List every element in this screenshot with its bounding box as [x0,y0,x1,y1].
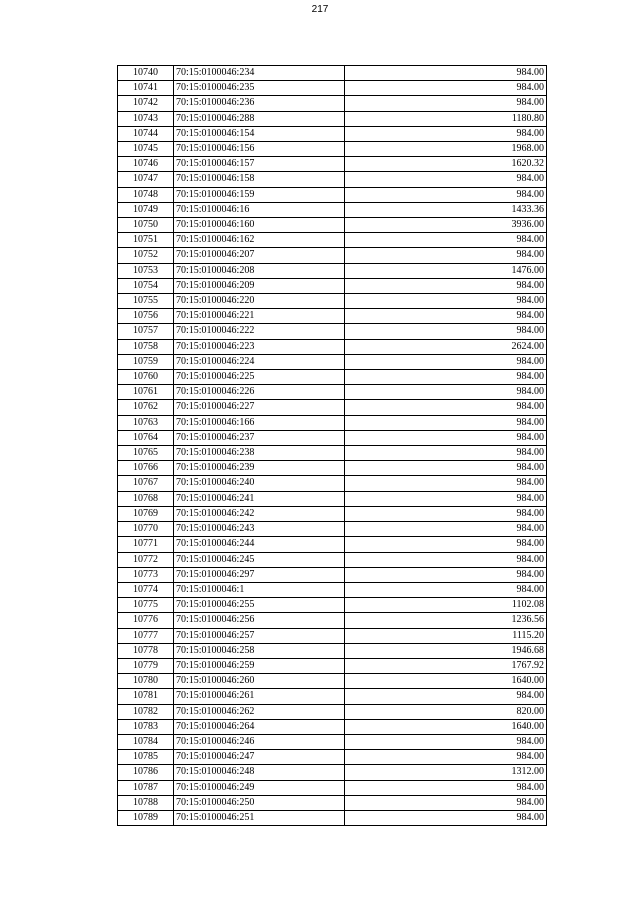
value-cell: 984.00 [345,294,547,309]
cadastral-number-cell: 70:15:0100046:234 [174,66,345,81]
row-number-cell: 10741 [118,81,174,96]
cadastral-number-cell: 70:15:0100046:241 [174,491,345,506]
table-row [118,339,547,354]
row-number-cell: 10778 [118,643,174,658]
row-number-cell: 10759 [118,354,174,369]
page-number: 217 [311,4,329,15]
cadastral-number-cell: 70:15:0100046:288 [174,111,345,126]
table-row [118,294,547,309]
row-number-cell: 10779 [118,658,174,673]
cadastral-number-cell: 70:15:0100046:159 [174,187,345,202]
cadastral-number-cell: 70:15:0100046:16 [174,202,345,217]
table-row [118,446,547,461]
value-cell: 984.00 [345,491,547,506]
value-cell: 984.00 [345,66,547,81]
table-row [118,765,547,780]
table-row [118,613,547,628]
row-number-cell: 10787 [118,780,174,795]
cadastral-number-cell: 70:15:0100046:235 [174,81,345,96]
row-number-cell: 10755 [118,294,174,309]
row-number-cell: 10768 [118,491,174,506]
value-cell: 984.00 [345,810,547,825]
row-number-cell: 10763 [118,415,174,430]
row-number-cell: 10749 [118,202,174,217]
cadastral-number-cell: 70:15:0100046:207 [174,248,345,263]
table-row [118,598,547,613]
table-row [118,674,547,689]
row-number-cell: 10748 [118,187,174,202]
cadastral-number-cell: 70:15:0100046:226 [174,385,345,400]
row-number-cell: 10769 [118,506,174,521]
table-row [118,400,547,415]
cadastral-number-cell: 70:15:0100046:158 [174,172,345,187]
row-number-cell: 10760 [118,370,174,385]
value-cell: 984.00 [345,81,547,96]
table-row [118,750,547,765]
row-number-cell: 10746 [118,157,174,172]
row-number-cell: 10754 [118,278,174,293]
value-cell: 1312.00 [345,765,547,780]
table-row [118,689,547,704]
value-cell: 2624.00 [345,339,547,354]
cadastral-number-cell: 70:15:0100046:264 [174,719,345,734]
cadastral-table [117,65,547,826]
table-row [118,506,547,521]
table-row [118,126,547,141]
table-row [118,658,547,673]
cadastral-number-cell: 70:15:0100046:248 [174,765,345,780]
cadastral-number-cell: 70:15:0100046:262 [174,704,345,719]
value-cell: 984.00 [345,400,547,415]
value-cell: 984.00 [345,780,547,795]
value-cell: 984.00 [345,582,547,597]
cadastral-number-cell: 70:15:0100046:255 [174,598,345,613]
row-number-cell: 10744 [118,126,174,141]
cadastral-number-cell: 70:15:0100046:246 [174,734,345,749]
table-row [118,430,547,445]
row-number-cell: 10764 [118,430,174,445]
cadastral-number-cell: 70:15:0100046:260 [174,674,345,689]
row-number-cell: 10747 [118,172,174,187]
cadastral-number-cell: 70:15:0100046:237 [174,430,345,445]
value-cell: 1115.20 [345,628,547,643]
value-cell: 1968.00 [345,142,547,157]
value-cell: 984.00 [345,415,547,430]
table-row [118,370,547,385]
table-row [118,461,547,476]
row-number-cell: 10762 [118,400,174,415]
cadastral-number-cell: 70:15:0100046:157 [174,157,345,172]
value-cell: 1476.00 [345,263,547,278]
table-body [118,66,547,826]
cadastral-number-cell: 70:15:0100046:249 [174,780,345,795]
row-number-cell: 10784 [118,734,174,749]
cadastral-number-cell: 70:15:0100046:245 [174,552,345,567]
row-number-cell: 10758 [118,339,174,354]
row-number-cell: 10752 [118,248,174,263]
value-cell: 1102.08 [345,598,547,613]
table-row [118,66,547,81]
table-row [118,810,547,825]
value-cell: 1236.56 [345,613,547,628]
value-cell: 984.00 [345,567,547,582]
value-cell: 1433.36 [345,202,547,217]
cadastral-number-cell: 70:15:0100046:154 [174,126,345,141]
row-number-cell: 10788 [118,795,174,810]
cadastral-number-cell: 70:15:0100046:257 [174,628,345,643]
row-number-cell: 10743 [118,111,174,126]
row-number-cell: 10742 [118,96,174,111]
table-row [118,552,547,567]
row-number-cell: 10780 [118,674,174,689]
table-row [118,719,547,734]
table-row [118,142,547,157]
row-number-cell: 10775 [118,598,174,613]
value-cell: 984.00 [345,96,547,111]
table-row [118,522,547,537]
cadastral-number-cell: 70:15:0100046:259 [174,658,345,673]
value-cell: 1946.68 [345,643,547,658]
table-row [118,537,547,552]
value-cell: 984.00 [345,537,547,552]
value-cell: 1767.92 [345,658,547,673]
cadastral-number-cell: 70:15:0100046:239 [174,461,345,476]
row-number-cell: 10756 [118,309,174,324]
value-cell: 984.00 [345,750,547,765]
value-cell: 1640.00 [345,719,547,734]
table-row [118,734,547,749]
value-cell: 984.00 [345,795,547,810]
row-number-cell: 10776 [118,613,174,628]
cadastral-number-cell: 70:15:0100046:156 [174,142,345,157]
row-number-cell: 10770 [118,522,174,537]
cadastral-number-cell: 70:15:0100046:244 [174,537,345,552]
value-cell: 984.00 [345,370,547,385]
value-cell: 3936.00 [345,218,547,233]
table-row [118,248,547,263]
row-number-cell: 10745 [118,142,174,157]
table-row [118,643,547,658]
row-number-cell: 10782 [118,704,174,719]
table-row [118,157,547,172]
value-cell: 984.00 [345,324,547,339]
cadastral-number-cell: 70:15:0100046:250 [174,795,345,810]
value-cell: 984.00 [345,126,547,141]
value-cell: 984.00 [345,278,547,293]
table-row [118,415,547,430]
cadastral-number-cell: 70:15:0100046:166 [174,415,345,430]
cadastral-number-cell: 70:15:0100046:251 [174,810,345,825]
cadastral-number-cell: 70:15:0100046:256 [174,613,345,628]
row-number-cell: 10772 [118,552,174,567]
cadastral-number-cell: 70:15:0100046:220 [174,294,345,309]
value-cell: 1640.00 [345,674,547,689]
table-row [118,324,547,339]
table-row [118,111,547,126]
table-row [118,795,547,810]
cadastral-number-cell: 70:15:0100046:1 [174,582,345,597]
cadastral-number-cell: 70:15:0100046:160 [174,218,345,233]
table-row [118,96,547,111]
value-cell: 984.00 [345,309,547,324]
value-cell: 1180.80 [345,111,547,126]
row-number-cell: 10781 [118,689,174,704]
value-cell: 984.00 [345,354,547,369]
value-cell: 984.00 [345,446,547,461]
cadastral-number-cell: 70:15:0100046:236 [174,96,345,111]
cadastral-number-cell: 70:15:0100046:227 [174,400,345,415]
cadastral-number-cell: 70:15:0100046:224 [174,354,345,369]
table-row [118,172,547,187]
row-number-cell: 10774 [118,582,174,597]
cadastral-number-cell: 70:15:0100046:221 [174,309,345,324]
row-number-cell: 10786 [118,765,174,780]
row-number-cell: 10761 [118,385,174,400]
row-number-cell: 10753 [118,263,174,278]
row-number-cell: 10773 [118,567,174,582]
value-cell: 984.00 [345,385,547,400]
value-cell: 984.00 [345,187,547,202]
table-row [118,218,547,233]
value-cell: 984.00 [345,233,547,248]
row-number-cell: 10740 [118,66,174,81]
value-cell: 984.00 [345,461,547,476]
value-cell: 984.00 [345,734,547,749]
cadastral-number-cell: 70:15:0100046:208 [174,263,345,278]
value-cell: 984.00 [345,476,547,491]
row-number-cell: 10766 [118,461,174,476]
row-number-cell: 10783 [118,719,174,734]
value-cell: 1620.32 [345,157,547,172]
table-row [118,491,547,506]
table-row [118,780,547,795]
value-cell: 984.00 [345,430,547,445]
table-row [118,567,547,582]
value-cell: 984.00 [345,506,547,521]
row-number-cell: 10750 [118,218,174,233]
row-number-cell: 10785 [118,750,174,765]
table-row [118,354,547,369]
cadastral-number-cell: 70:15:0100046:223 [174,339,345,354]
table-row [118,233,547,248]
table-row [118,309,547,324]
row-number-cell: 10765 [118,446,174,461]
value-cell: 820.00 [345,704,547,719]
row-number-cell: 10767 [118,476,174,491]
row-number-cell: 10777 [118,628,174,643]
table-row [118,263,547,278]
row-number-cell: 10757 [118,324,174,339]
row-number-cell: 10751 [118,233,174,248]
cadastral-number-cell: 70:15:0100046:258 [174,643,345,658]
value-cell: 984.00 [345,522,547,537]
value-cell: 984.00 [345,248,547,263]
cadastral-number-cell: 70:15:0100046:222 [174,324,345,339]
table-row [118,278,547,293]
row-number-cell: 10789 [118,810,174,825]
cadastral-number-cell: 70:15:0100046:225 [174,370,345,385]
value-cell: 984.00 [345,689,547,704]
table-row [118,187,547,202]
table-row [118,476,547,491]
value-cell: 984.00 [345,552,547,567]
table-row [118,704,547,719]
table-row [118,385,547,400]
cadastral-number-cell: 70:15:0100046:242 [174,506,345,521]
cadastral-number-cell: 70:15:0100046:162 [174,233,345,248]
row-number-cell: 10771 [118,537,174,552]
cadastral-number-cell: 70:15:0100046:209 [174,278,345,293]
cadastral-number-cell: 70:15:0100046:243 [174,522,345,537]
table-row [118,628,547,643]
table-row [118,202,547,217]
value-cell: 984.00 [345,172,547,187]
cadastral-number-cell: 70:15:0100046:247 [174,750,345,765]
cadastral-number-cell: 70:15:0100046:240 [174,476,345,491]
table-row [118,81,547,96]
cadastral-number-cell: 70:15:0100046:238 [174,446,345,461]
cadastral-number-cell: 70:15:0100046:261 [174,689,345,704]
cadastral-number-cell: 70:15:0100046:297 [174,567,345,582]
table-row [118,582,547,597]
